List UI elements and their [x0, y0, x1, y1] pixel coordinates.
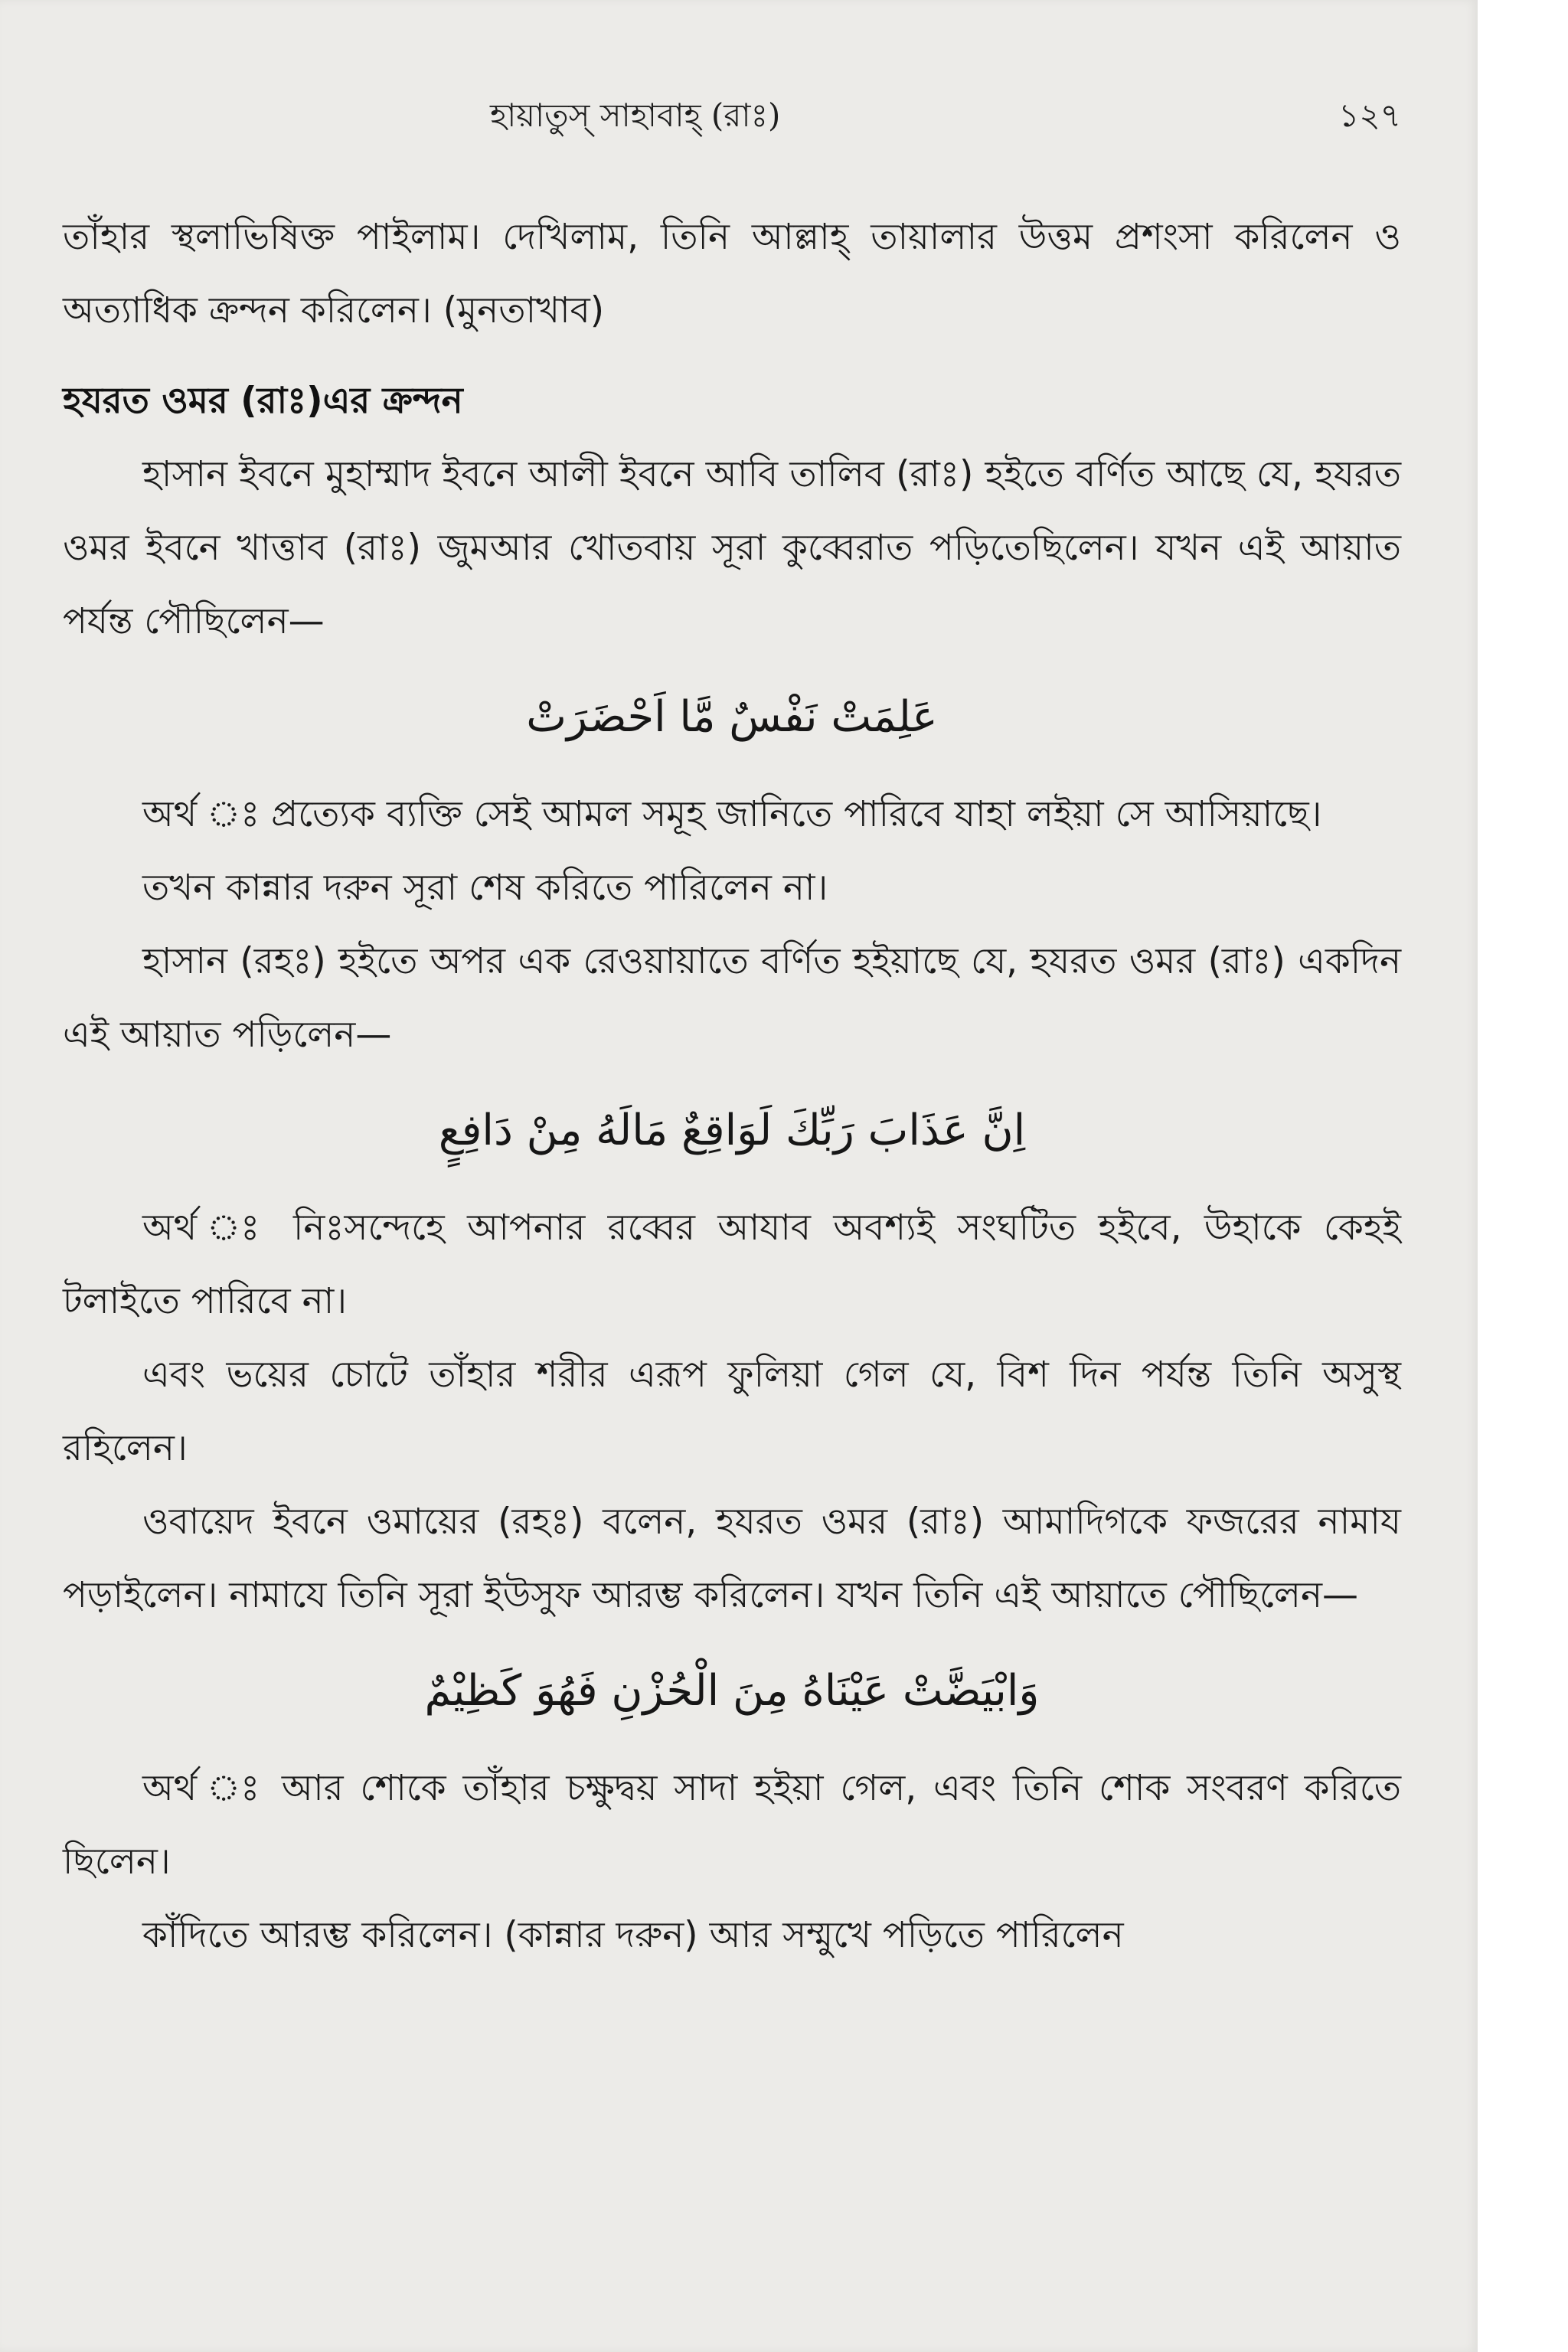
paragraph-hasan-narration: হাসান ইবনে মুহাম্মাদ ইবনে আলী ইবনে আবি তালিব (রাঃ) হইতে বর্ণিত আছে যে, হযরত ওমর ইবনে খাত্তাব (রাঃ) জুমআর খোতবায় সূরা কুব্বেরাত পড়িতেছিলেন। যখন এই আয়াত পর্যন্ত পৌছিলেন— [63, 453, 1401, 642]
paragraph-meaning-3: অর্থ ঃ আর শোকে তাঁহার চক্ষুদ্বয় সাদা হইয়া গেল, এবং তিনি শোক সংবরণ করিতে ছিলেন। [63, 1767, 1401, 1883]
page-body [63, 201, 1401, 1972]
paragraph-meaning-1: অর্থ ঃ প্রত্যেক ব্যক্তি সেই আমল সমূহ জানিতে পারিবে যাহা লইয়া সে আসিয়াছে। [142, 793, 1322, 835]
paragraph-could-not-finish: তখন কান্নার দরুন সূরা শেষ করিতে পারিলেন না। [142, 867, 828, 909]
page-header [0, 90, 1478, 144]
paragraph-ubaid-narration: ওবায়েদ ইবনে ওমায়ের (রহঃ) বলেন, হযরত ওমর (রাঃ) আমাদিগকে ফজরের নামায পড়াইলেন। নামাযে তিনি সূরা ইউসুফ আরম্ভ করিলেন। যখন তিনি এই আয়াতে পৌছিলেন— [63, 1501, 1401, 1616]
running-title: হায়াতুস্ সাহাবাহ্ (রাঃ) [490, 96, 781, 134]
section-heading: হযরত ওমর (রাঃ)এর ক্রন্দন [63, 380, 463, 422]
paragraph-another-narration: হাসান (রহঃ) হইতে অপর এক রেওয়ায়াতে বর্ণিত হইয়াছে যে, হযরত ওমর (রাঃ) একদিন এই আয়াত পড়িলেন— [63, 940, 1401, 1056]
paragraph-continuation: তাঁহার স্থলাভিষিক্ত পাইলাম। দেখিলাম, তিনি আল্লাহ্ তায়ালার উত্তম প্রশংসা করিলেন ও অত্যাধিক ক্রন্দন করিলেন। (মুনতাখাব) [63, 216, 1401, 332]
page-number: ১২৭ [1338, 96, 1401, 134]
arabic-verse-2: اِنَّ عَذَابَ رَبِّكَ لَوَاقِعٌ مَالَهُ مِنْ دَافِعٍ [438, 1106, 1026, 1155]
paragraph-weeping: কাঁদিতে আরম্ভ করিলেন। (কান্নার দরুন) আর সম্মুখে পড়িতে পারিলেন [142, 1914, 1124, 1956]
arabic-verse-3: وَابْيَضَّتْ عَيْنَاهُ مِنَ الْحُزْنِ فَهُوَ كَظِيْمٌ [424, 1666, 1040, 1716]
paragraph-swelling: এবং ভয়ের চোটে তাঁহার শরীর এরূপ ফুলিয়া গেল যে, বিশ দিন পর্যন্ত তিনি অসুস্থ রহিলেন। [63, 1354, 1401, 1469]
arabic-verse-1: عَلِمَتْ نَفْسٌ مَّا اَحْضَرَتْ [526, 692, 938, 742]
paragraph-meaning-2: অর্থ ঃ নিঃসন্দেহে আপনার রব্বের আযাব অবশ্যই সংঘটিত হইবে, উহাকে কেহই টলাইতে পারিবে না। [63, 1207, 1401, 1322]
